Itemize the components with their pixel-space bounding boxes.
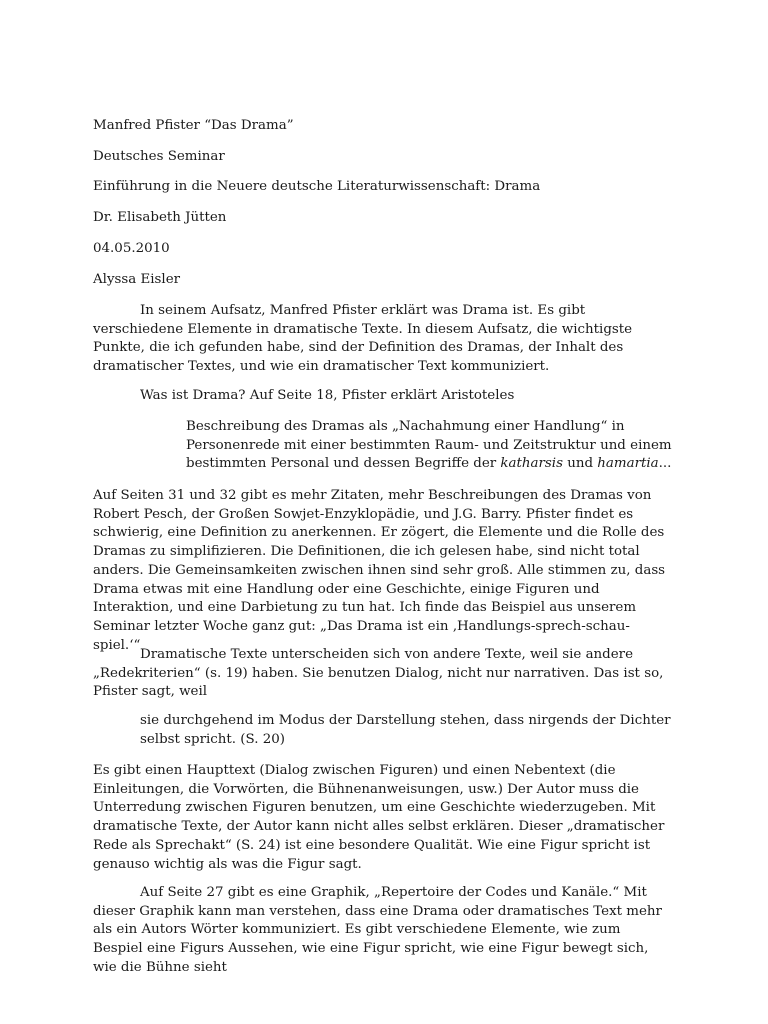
paragraph-1: In seinem Aufsatz, Manfred Pfister erklärt was Drama ist. Es gibt verschiedene Elemente in dramatische Texte. In diesem Aufsatz, die wichtigste Punkte, die ich gefunden habe, sind der Definition des Dramas, der Inhalt des dramatischer Textes, und wie ein dramatischer Text kommuniziert. — [93, 303, 633, 375]
paragraph-4: Dramatische Texte unterscheiden sich von andere Texte, weil sie andere „Redekriterien“ (s. 19) haben. Sie benutzen Dialog, nicht nur narrativen. Das ist so, Pfister sagt, weil — [93, 647, 664, 700]
document-title: Manfred Pfister “Das Drama” — [93, 118, 294, 133]
paragraph-6: Auf Seite 27 gibt es eine Graphik, „Repertoire der Codes und Kanäle.“ Mit dieser Graphik kann man verstehen, dass eine Drama oder dramatisches Text mehr als ein Autors Wörter kommuniziert. Es gibt verschiedene Elemente, wie zum Bespiel eine Figurs Aussehen, wie eine Figur spricht, wie eine Figur bewegt sich, wie die Bühne sieht — [93, 885, 662, 975]
paragraph-3: Auf Seiten 31 und 32 gibt es mehr Zitaten, mehr Beschreibungen des Dramas von Robert Pesch, der Großen Sowjet-Enzyklopädie, und J.G. Barry. Pfister findet es schwierig, eine Definition zu anerkennen. Er zögert, die Elemente und die Rolle des Dramas zu simplifizieren. Die Definitionen, die ich gelesen habe, sind nicht total anders. Die Gemeinsamkeiten zwischen ihnen sind sehr groß. Alle stimmen zu, dass Drama etwas mit eine Handlung oder eine Geschichte, einige Figuren und Interaktion, und eine Darbietung zu tun hat. Ich finde das Beispiel aus unserem Seminar letzter Woche ganz gut: „Das Drama ist ein ‚Handlungs-sprech-schau-spiel.‘“ — [93, 488, 666, 653]
paragraph-5: Es gibt einen Haupttext (Dialog zwischen Figuren) und einen Nebentext (die Einleitungen, die Vorwörten, die Bühnenanweisungen, usw.) Der Autor muss die Unterredung zwischen Figuren benutzen, um eine Geschichte wiederzugeben. Mit dramatische Texte, der Autor kann nicht alles selbst erklären. Dieser „dramatischer Rede als Sprechakt“ (S. 24) ist eine besondere Qualität. Wie eine Figur spricht ist genauso wichtig als was die Figur sagt. — [93, 763, 665, 872]
block-quote-1: Beschreibung des Dramas als „Nachahmung einer Handlung“ in Personenrede mit einer bestimmten Raum- und Zeitstruktur und einem bestimmten Personal und dessen Begriffe der katharsis und hamartia... — [186, 419, 672, 472]
author-name: Alyssa Eisler — [93, 272, 181, 287]
paragraph-2: Was ist Drama? Auf Seite 18, Pfister erklärt Aristoteles — [140, 388, 515, 403]
seminar-name: Deutsches Seminar — [93, 149, 225, 164]
block-quote-2: sie durchgehend im Modus der Darstellung stehen, dass nirgends der Dichter selbst spricht. (S. 20) — [140, 713, 671, 747]
course-name: Einführung in die Neuere deutsche Literaturwissenschaft: Drama — [93, 179, 541, 194]
lecturer-name: Dr. Elisabeth Jütten — [93, 210, 227, 225]
document-date: 04.05.2010 — [93, 241, 170, 256]
